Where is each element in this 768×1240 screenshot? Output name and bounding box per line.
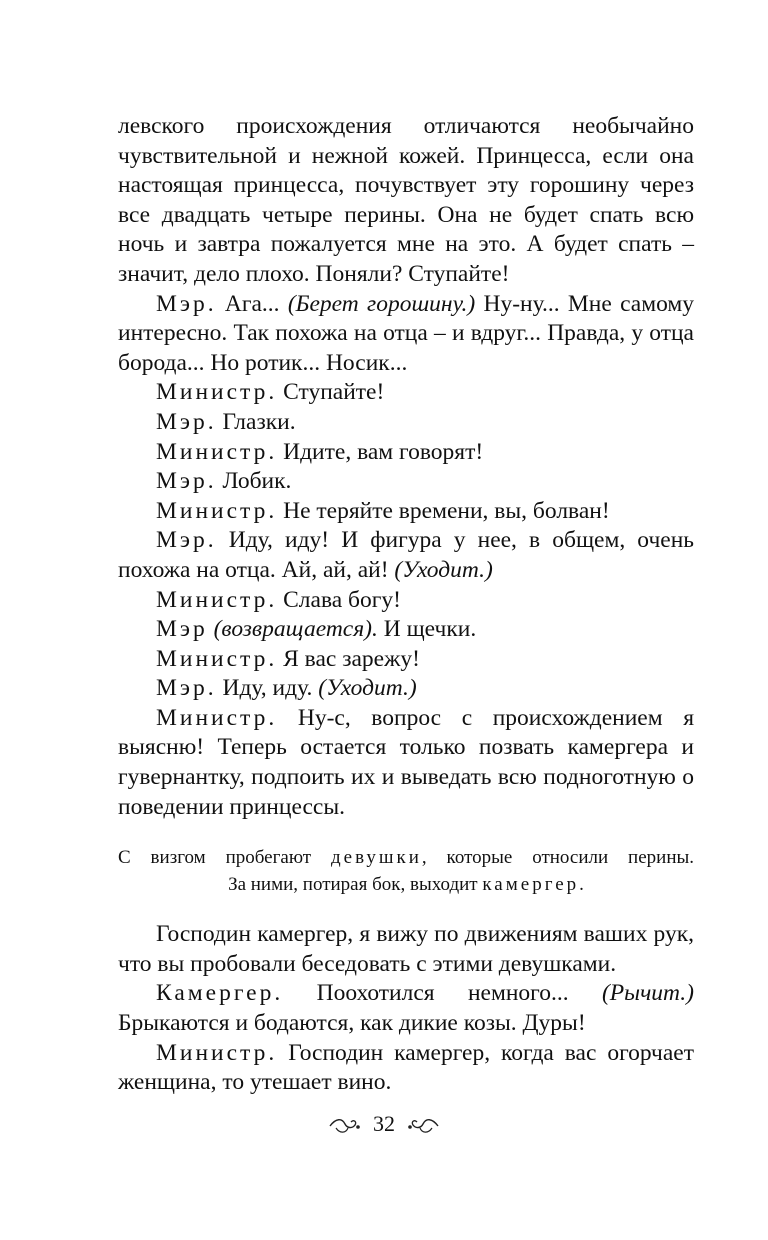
speaker-name: Мэр. <box>156 468 217 495</box>
text: За ними, потирая бок, выходит <box>228 874 478 896</box>
speaker-name: Камергер. <box>156 980 284 1007</box>
text: Поохотился немного... <box>316 980 569 1007</box>
text: Слава богу! <box>283 586 401 613</box>
text: Ну-ну... Мне самому интересно. Так похожа на отца – и вдруг... Правда, у отца борода... Но ротик... Носик... <box>118 290 695 376</box>
text: . <box>579 874 584 896</box>
text: Ступайте! <box>283 379 385 406</box>
speaker-name: Министр. <box>156 497 278 524</box>
speaker-name: Министр. <box>156 645 278 672</box>
paragraph <box>118 615 694 645</box>
stage-note: (Уходит.) <box>318 675 417 702</box>
text: Иду, иду! И фигура у нее, в общем, очень похожа на отца. Ай, ай, ай! <box>118 527 694 583</box>
stage-line <box>118 871 694 898</box>
text: Я вас зарежу! <box>283 645 420 672</box>
paragraph <box>118 704 694 822</box>
paragraph <box>118 1039 694 1098</box>
paragraph <box>118 408 694 438</box>
paragraph <box>118 979 694 1038</box>
character-name: камергер <box>482 874 580 896</box>
text: И щечки. <box>383 616 477 643</box>
stage-note: (возвращается). <box>213 616 378 643</box>
speaker-name: Министр. <box>156 379 278 406</box>
paragraph <box>118 112 694 290</box>
speaker-name: Мэр. <box>156 290 217 317</box>
speaker-name: Министр. <box>156 438 278 465</box>
paragraph <box>118 920 694 979</box>
ornament-left-icon <box>328 1116 362 1136</box>
paragraph <box>118 378 694 408</box>
speaker-name: Мэр <box>156 616 208 643</box>
text: Идите, вам говорят! <box>283 438 484 465</box>
page-footer <box>0 1110 768 1138</box>
text: , которые относили перины. <box>421 847 694 869</box>
speaker-name: Министр. <box>156 704 278 731</box>
text: Иду, иду. <box>222 675 313 702</box>
paragraph <box>118 290 694 379</box>
text: С визгом пробегают <box>118 847 312 869</box>
page-number: 32 <box>373 1111 395 1136</box>
text: Глазки. <box>222 408 296 435</box>
text: Лобик. <box>222 468 292 495</box>
page-body <box>118 112 694 1098</box>
paragraph <box>118 526 694 585</box>
speaker-name: Мэр. <box>156 527 217 554</box>
paragraph <box>118 586 694 616</box>
paragraph <box>118 674 694 704</box>
paragraph <box>118 497 694 527</box>
text: левского происхождения отличаются необычайно чувствительной и нежной кожей. Принцесса, если она настоящая принцесса, почувствует эту горошину через все двадцать четыре перины. Она не будет спать всю ночь и завтра пожалуется мне на это. А будет спать – значит, дело плохо. Поняли? Ступайте! <box>118 113 694 287</box>
character-name: девушки <box>330 847 422 869</box>
text: Не теряйте времени, вы, болван! <box>283 497 610 524</box>
paragraph <box>118 438 694 468</box>
paragraph <box>118 645 694 675</box>
stage-direction <box>118 844 694 898</box>
stage-note: (Берет горошину.) <box>287 290 476 317</box>
text: Брыкаются и бодаются, как дикие козы. Дуры! <box>118 1010 586 1037</box>
speaker-name: Мэр. <box>156 408 217 435</box>
text: Господин камергер, когда вас огорчает женщина, то утешает вино. <box>118 1039 695 1096</box>
stage-note: (Уходит.) <box>394 556 493 583</box>
speaker-name: Мэр. <box>156 675 217 702</box>
paragraph <box>118 467 694 497</box>
text: Господин камергер, я вижу по движениям ваших рук, что вы пробовали беседовать с этими девушками. <box>118 921 694 977</box>
speaker-name: Министр. <box>156 1039 278 1066</box>
ornament-right-icon <box>406 1116 440 1136</box>
speaker-name: Министр. <box>156 586 278 613</box>
stage-note: (Рычит.) <box>601 980 694 1007</box>
text: Ага... <box>224 290 280 317</box>
stage-line <box>118 844 694 871</box>
text: Ну-с, вопрос с происхождением я выясню! Теперь остается только позвать камергера и гувернантку, подпоить их и выведать всю подноготную о поведении принцессы. <box>118 704 694 820</box>
